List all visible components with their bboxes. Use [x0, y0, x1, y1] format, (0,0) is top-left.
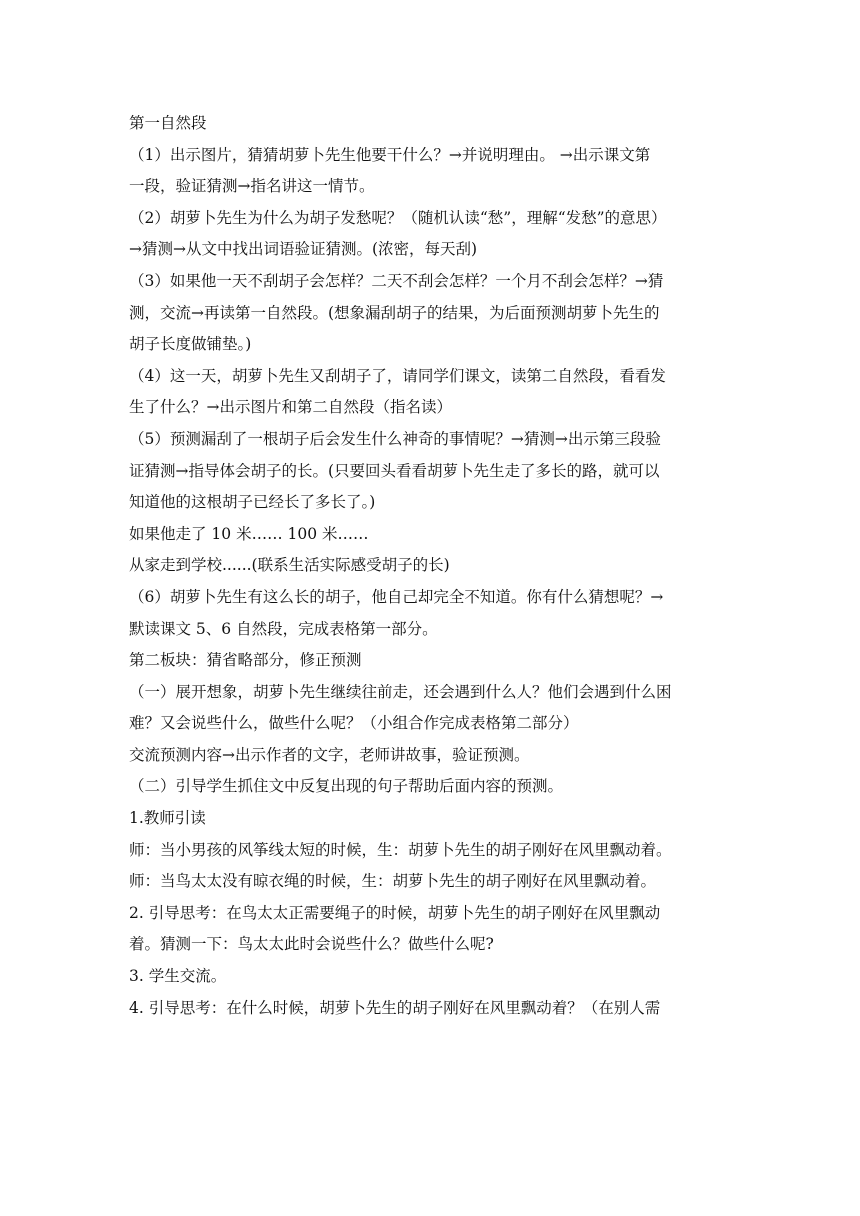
paragraph-line: 师：当小男孩的风筝线太短的时候，生：胡萝卜先生的胡子刚好在风里飘动着。	[129, 840, 672, 859]
paragraph-line: （一）展开想象，胡萝卜先生继续往前走，还会遇到什么人？他们会遇到什么困	[129, 682, 672, 701]
paragraph-line: →猜测→从文中找出词语验证猜测。(浓密，每天刮)	[129, 240, 478, 259]
list-item: 1.教师引读	[129, 809, 206, 828]
paragraph-line: （6）胡萝卜先生有这么长的胡子，他自己却完全不知道。你有什么猜想呢？→	[129, 587, 664, 606]
paragraph-line: 着。猜测一下：鸟太太此时会说些什么？做些什么呢?	[129, 935, 494, 954]
document-body	[129, 108, 739, 1024]
paragraph-line: （二）引导学生抓住文中反复出现的句子帮助后面内容的预测。	[129, 777, 564, 796]
paragraph-line: 胡子长度做铺垫。)	[129, 335, 252, 354]
paragraph-line: （5）预测漏刮了一根胡子后会发生什么神奇的事情呢？→猜测→出示第三段验	[129, 429, 661, 448]
list-item: 2. 引导思考：在鸟太太正需要绳子的时候，胡萝卜先生的胡子刚好在风里飘动	[129, 903, 661, 922]
paragraph-line: 默读课文 5、6 自然段，完成表格第一部分。	[129, 619, 438, 638]
paragraph-line: 知道他的这根胡子已经长了多长了。)	[129, 493, 376, 512]
paragraph-line: 师：当鸟太太没有晾衣绳的时候，生：胡萝卜先生的胡子刚好在风里飘动着。	[129, 872, 657, 891]
paragraph-line: 生了什么？→出示图片和第二自然段（指名读）	[129, 398, 452, 417]
section-heading-part-two: 第二板块：猜省略部分，修正预测	[129, 651, 362, 670]
paragraph-line: 如果他走了 10 米…… 100 米……	[129, 524, 369, 543]
paragraph-line: （1）出示图片，猜猜胡萝卜先生他要干什么？→并说明理由。 →出示课文第	[129, 145, 651, 164]
paragraph-line: 从家走到学校......(联系生活实际感受胡子的长)	[129, 556, 450, 575]
paragraph-line: 测，交流→再读第一自然段。(想象漏刮胡子的结果，为后面预测胡萝卜先生的	[129, 303, 660, 322]
paragraph-line: 难？又会说些什么，做些什么呢？（小组合作完成表格第二部分）	[129, 714, 579, 733]
paragraph-line: 一段，验证猜测→指名讲这一情节。	[129, 177, 375, 196]
paragraph-line: （4）这一天，胡萝卜先生又刮胡子了，请同学们课文，读第二自然段，看看发	[129, 366, 666, 385]
list-item: 3. 学生交流。	[129, 967, 227, 986]
paragraph-line: （3）如果他一天不刮胡子会怎样？二天不刮会怎样？一个月不刮会怎样？→猜	[129, 271, 664, 290]
paragraph-line: 证猜测→指导体会胡子的长。(只要回头看看胡萝卜先生走了多长的路，就可以	[129, 461, 660, 480]
list-item: 4. 引导思考：在什么时候，胡萝卜先生的胡子刚好在风里飘动着？（在别人需	[129, 998, 661, 1017]
section-heading-paragraph-one: 第一自然段	[129, 114, 207, 132]
paragraph-line: （2）胡萝卜先生为什么为胡子发愁呢？（随机认读“愁”，理解“发愁”的意思）	[129, 208, 667, 227]
paragraph-line: 交流预测内容→出示作者的文字，老师讲故事，验证预测。	[129, 745, 530, 764]
